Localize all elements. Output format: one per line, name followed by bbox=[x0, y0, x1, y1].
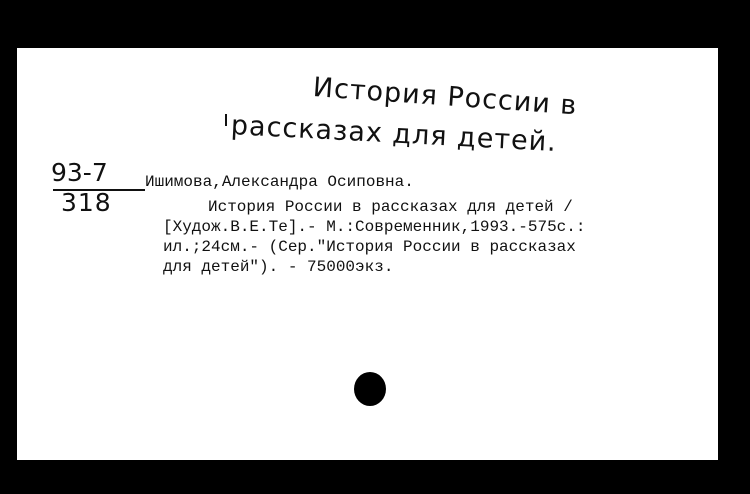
catalog-card bbox=[17, 48, 718, 460]
handwritten-title-line-1: История России в bbox=[311, 72, 579, 122]
handwritten-mark bbox=[225, 114, 227, 126]
physical-description: ил.;24см.- (Сер."История России в рассказах bbox=[163, 238, 576, 256]
publication-details: [Худож.В.Е.Те].- М.:Современник,1993.-575с.: bbox=[163, 218, 586, 236]
card-punch-hole bbox=[354, 372, 386, 406]
book-title: История России в рассказах для детей / bbox=[208, 198, 573, 216]
call-number-top: 93-7 bbox=[51, 158, 108, 187]
call-number-bottom: 318 bbox=[61, 188, 112, 217]
handwritten-title-line-2: рассказах для детей. bbox=[230, 110, 558, 159]
author-heading: Ишимова,Александра Осиповна. bbox=[145, 173, 414, 191]
series-and-print-run: для детей"). - 75000экз. bbox=[163, 258, 394, 276]
